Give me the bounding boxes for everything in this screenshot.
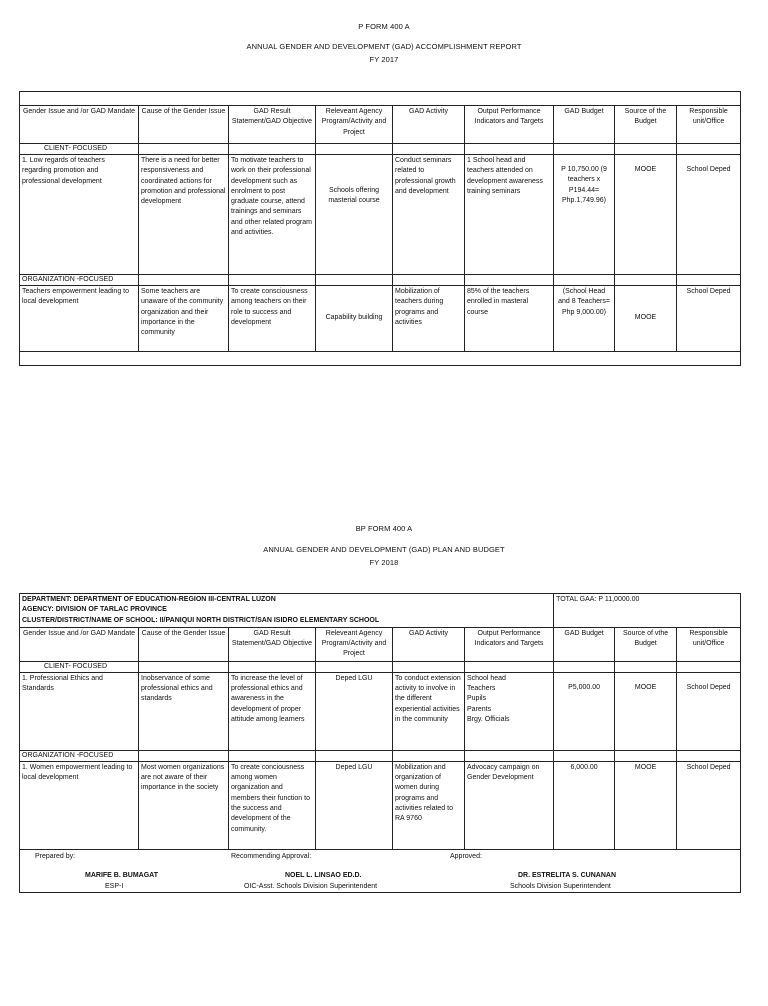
source-cell: MOOE xyxy=(615,672,677,750)
report-title: ANNUAL GENDER AND DEVELOPMENT (GAD) ACCOMPLISHMENT REPORT xyxy=(246,42,522,51)
activity-cell: Mobilization of teachers during programs and activities xyxy=(393,286,465,352)
output-line: Pupils xyxy=(467,695,487,703)
col-header: Output Performance Indicators and Targets xyxy=(465,106,554,144)
office-cell: School Deped xyxy=(677,286,741,352)
section-row xyxy=(20,661,741,672)
section-label: ORGANIZATION -FOCUSED xyxy=(20,275,139,286)
col-header: Source of the Budget xyxy=(615,106,677,144)
blank-row xyxy=(20,352,741,366)
col-header: Output Performance Indicators and Targets xyxy=(465,627,554,661)
table-row xyxy=(20,286,741,352)
cause-cell: Some teachers are unaware of the community organization and their importance in the community xyxy=(139,286,229,352)
school-line: CLUSTER/DISTRICT/NAME OF SCHOOL: II/PANIQUI NORTH DISTRICT/SAN ISIDRO ELEMENTARY SCHOOL xyxy=(22,616,380,624)
output-line: School head xyxy=(467,674,506,682)
header-row xyxy=(20,627,741,661)
output-cell: 1 School head and teachers attended on development awareness training seminars xyxy=(465,155,554,275)
col-header: Cause of the Gender Issue xyxy=(139,106,229,144)
issue-cell: 1. Professional Ethics and Standards xyxy=(20,672,139,750)
col-header: GAD Budget xyxy=(554,627,615,661)
prepared-label: Prepared by: xyxy=(35,852,76,860)
col-header: Releveant Agency Program/Activity and Project xyxy=(316,106,393,144)
col-header: Source of vthe Budget xyxy=(615,627,677,661)
cause-cell: There is a need for better responsiveness and coordinated actions for promotion and professional development xyxy=(139,155,229,275)
budget-cell: (School Head and 8 Teachers= Php 9,000.00) xyxy=(554,286,615,352)
approved-title: Schools Division Superintendent xyxy=(510,882,611,890)
section-label: CLIENT- FOCUSED xyxy=(20,144,139,155)
form-code: BP FORM 400 A xyxy=(355,524,413,533)
section-row xyxy=(20,750,741,761)
agency-info-row xyxy=(20,594,741,628)
output-line: Parents xyxy=(467,705,492,713)
agency-line: AGENCY: DIVISION OF TARLAC PROVINCE xyxy=(22,606,167,614)
source-cell: MOOE xyxy=(615,155,677,275)
signature-row xyxy=(20,849,741,892)
total-gaa: TOTAL GAA: P 11,0000.00 xyxy=(554,594,741,628)
output-cell xyxy=(465,672,554,750)
col-header: GAD Result Statement/GAD Objective xyxy=(229,627,316,661)
prepared-name: MARIFE B. BUMAGAT xyxy=(85,871,158,879)
issue-cell: Teachers empowerment leading to local development xyxy=(20,286,139,352)
col-header: GAD Activity xyxy=(393,106,465,144)
budget-cell: 6,000.00 xyxy=(554,761,615,849)
blank-row xyxy=(20,92,741,106)
recommending-label: Recommending Approval: xyxy=(231,852,312,860)
form-code: P FORM 400 A xyxy=(358,22,410,31)
cause-cell: Inobservance of some professional ethics and standards xyxy=(139,672,229,750)
fiscal-year: FY 2017 xyxy=(369,55,399,64)
col-header: Releveant Agency Program/Activity and Project xyxy=(316,627,393,661)
objective-cell: To create consciousness among teachers on their role to success and development xyxy=(229,286,316,352)
col-header: GAD Activity xyxy=(393,627,465,661)
col-header: Gender Issue and /or GAD Mandate xyxy=(20,627,139,661)
activity-cell: Mobilization and organization of women during programs and activities related to RA 9760 xyxy=(393,761,465,849)
activity-cell: To conduct extension activity to involve in the different experiential activities in the community xyxy=(393,672,465,750)
output-cell: 85% of the teachers enrolled in masteral course xyxy=(465,286,554,352)
section-label: CLIENT- FOCUSED xyxy=(20,661,139,672)
accomplishment-table xyxy=(19,91,741,366)
activity-cell: Conduct seminars related to professional growth and development xyxy=(393,155,465,275)
col-header: GAD Budget xyxy=(554,106,615,144)
table-row xyxy=(20,672,741,750)
col-header: Responsible unit/Office xyxy=(677,627,741,661)
fiscal-year: FY 2018 xyxy=(369,558,399,567)
report-title: ANNUAL GENDER AND DEVELOPMENT (GAD) PLAN AND BUDGET xyxy=(263,545,505,554)
recommending-name: NOEL L. LINSAO ED.D. xyxy=(285,871,362,879)
output-line: Brgy. Officials xyxy=(467,716,510,724)
signature-block xyxy=(20,850,739,892)
budget-cell: P5,000.00 xyxy=(554,672,615,750)
header-row xyxy=(20,106,741,144)
approved-name: DR. ESTRELITA S. CUNANAN xyxy=(518,871,616,879)
office-cell: School Deped xyxy=(677,761,741,849)
col-header: Gender Issue and /or GAD Mandate xyxy=(20,106,139,144)
issue-cell: 1. Women empowerment leading to local development xyxy=(20,761,139,849)
objective-cell: To increase the level of professional ethics and awareness in the development of proper attitude among learners xyxy=(229,672,316,750)
office-cell: School Deped xyxy=(677,672,741,750)
program-cell: Deped LGU xyxy=(316,761,393,849)
program-cell: Capability building xyxy=(316,286,393,352)
col-header: Cause of the Gender Issue xyxy=(139,627,229,661)
table-row xyxy=(20,155,741,275)
plan-budget-table xyxy=(19,593,741,893)
source-cell: MOOE xyxy=(615,286,677,352)
section-row xyxy=(20,144,741,155)
prepared-title: ESP-I xyxy=(105,882,124,890)
col-header: Responsible unit/Office xyxy=(677,106,741,144)
section-row xyxy=(20,275,741,286)
col-header: GAD Result Statement/GAD Objective xyxy=(229,106,316,144)
budget-cell: P 10,750.00 (9 teachers x P194.44= Php.1,749.96) xyxy=(554,155,615,275)
objective-cell: To create conciousness among women organization and members their function to the success and development of the community. xyxy=(229,761,316,849)
office-cell: School Deped xyxy=(677,155,741,275)
table-row xyxy=(20,761,741,849)
program-cell: Deped LGU xyxy=(316,672,393,750)
section-label: ORGANIZATION -FOCUSED xyxy=(20,750,139,761)
output-line: Teachers xyxy=(467,685,496,693)
objective-cell: To motivate teachers to work on their professional development such as enrolment to post graduate course, attend trainings and seminars and other related program and activities. xyxy=(229,155,316,275)
source-cell: MOOE xyxy=(615,761,677,849)
issue-cell: 1. Low regards of teachers regarding promotion and professional development xyxy=(20,155,139,275)
department-line: DEPARTMENT: DEPARTMENT OF EDUCATION-REGION III-CENTRAL LUZON xyxy=(22,596,276,603)
output-cell: Advocacy campaign on Gender Development xyxy=(465,761,554,849)
cause-cell: Most women organizations are not aware of their importance in the society xyxy=(139,761,229,849)
program-cell: Schools offering masterial course xyxy=(316,155,393,275)
approved-label: Approved: xyxy=(450,852,482,860)
recommending-title: OIC-Asst. Schools Division Superintendent xyxy=(244,882,378,890)
